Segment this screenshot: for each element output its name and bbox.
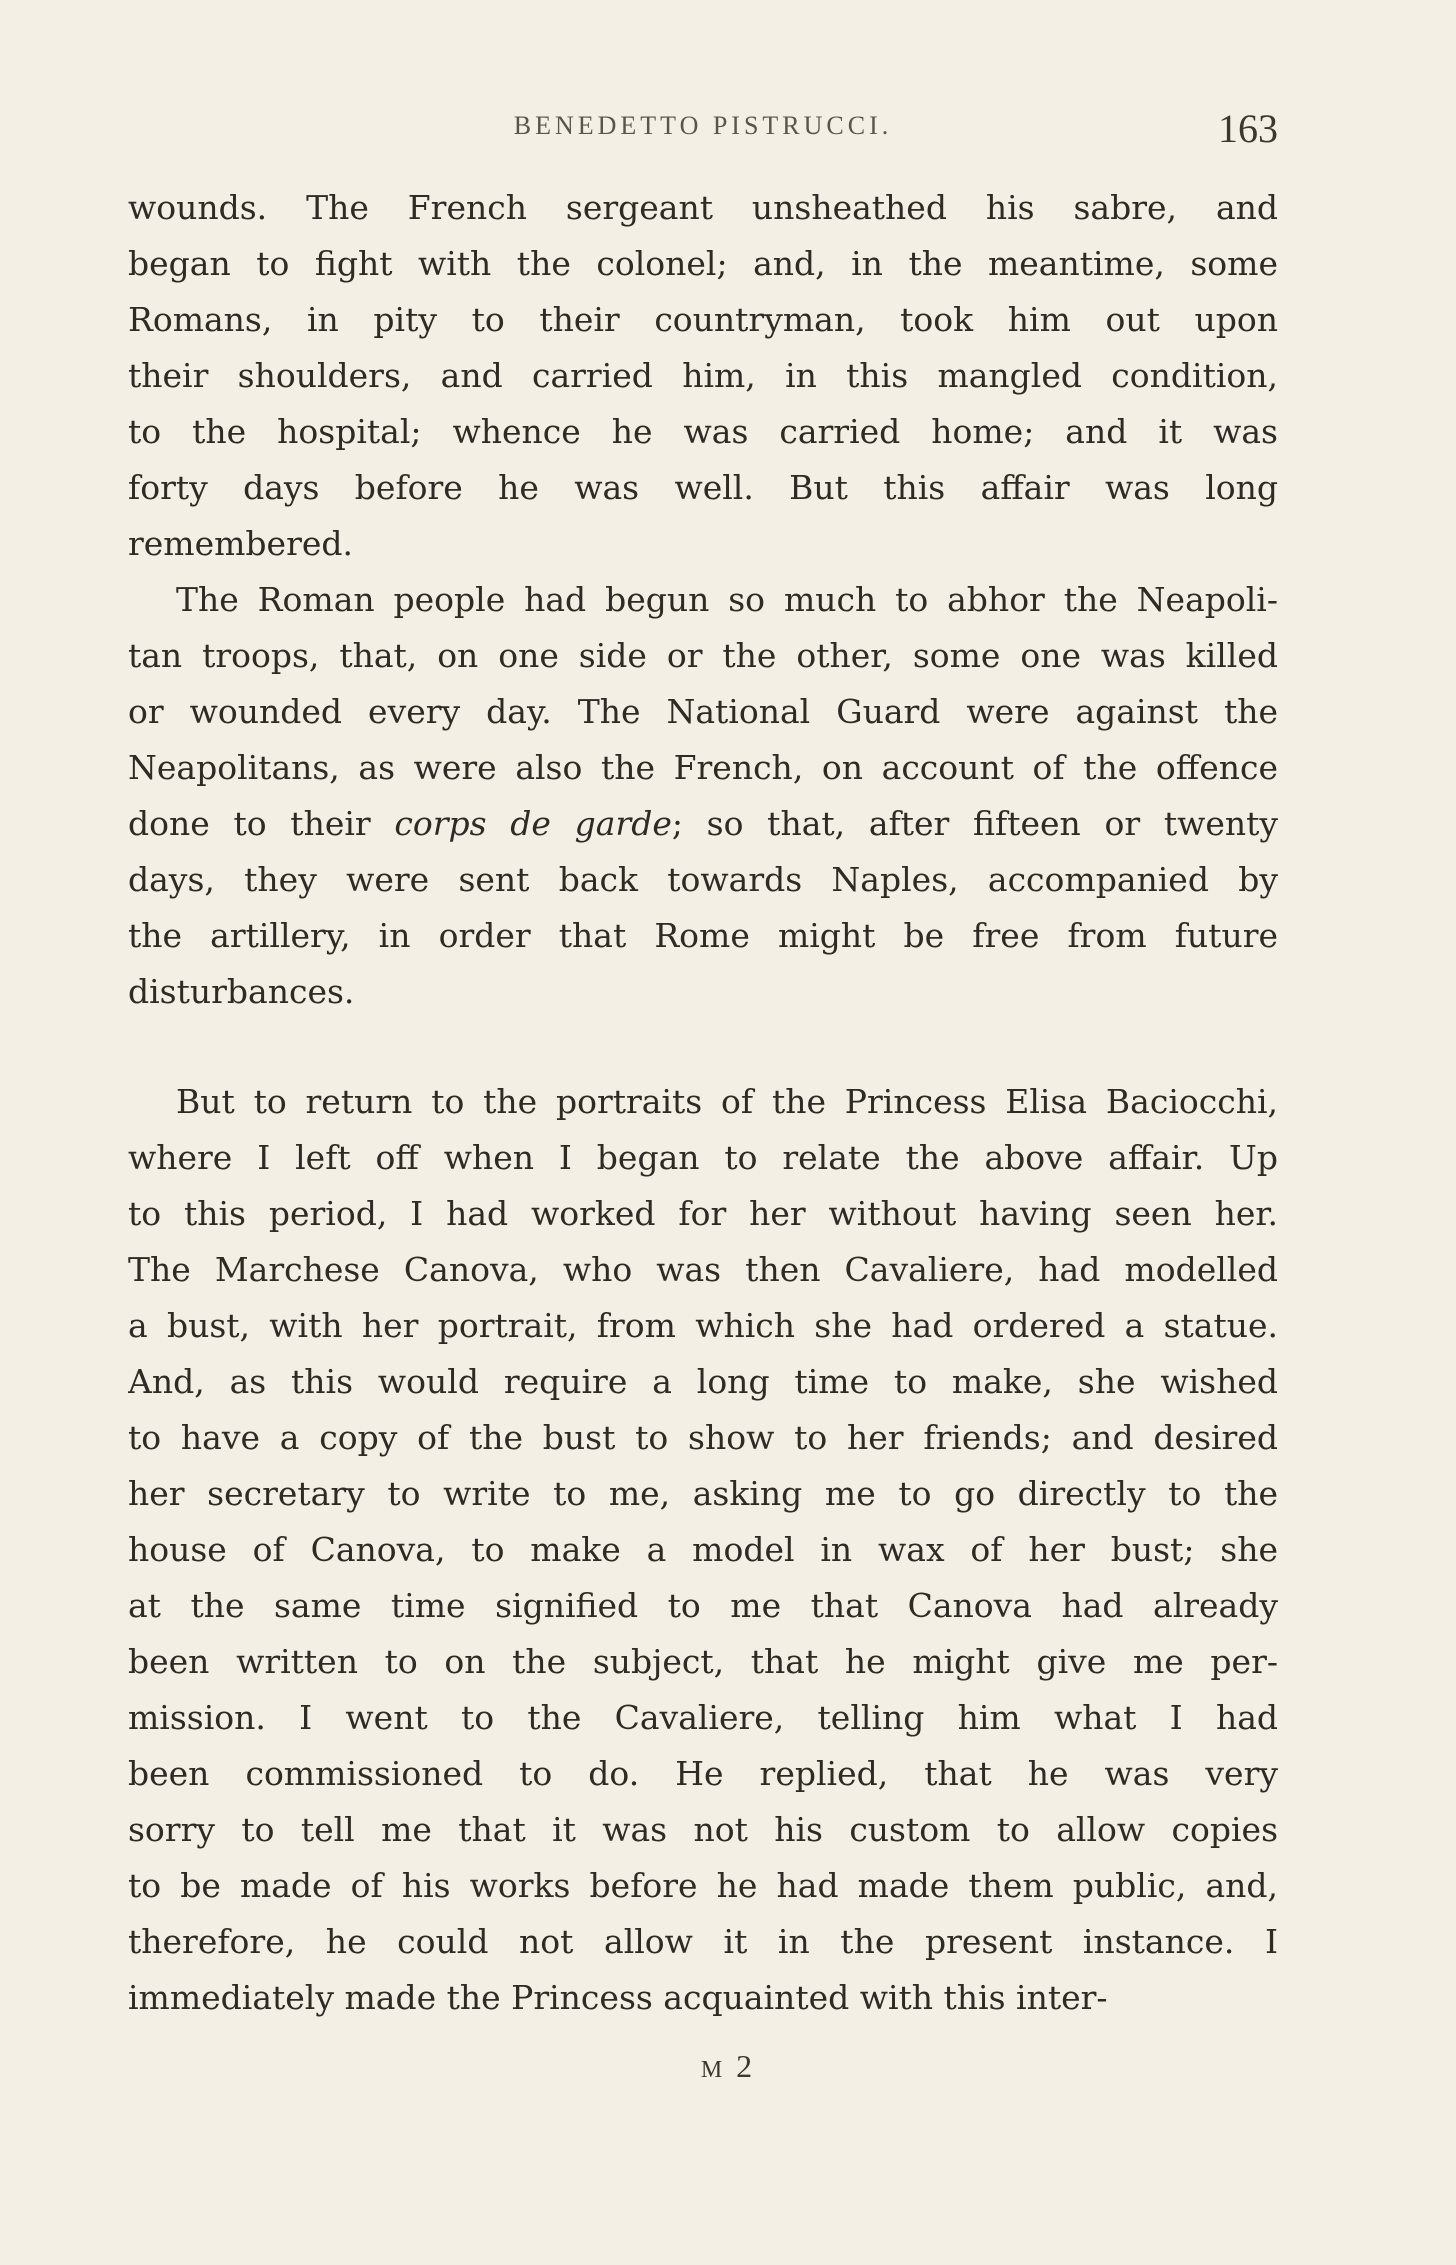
text-line: began to fight with the colonel; and, in the meantime, some (128, 244, 1278, 283)
paragraph (128, 572, 1278, 1020)
text-line: their shoulders, and carried him, in this mangled condition, (128, 356, 1278, 395)
text-line: done to their corps de garde; so that, after fifteen or twenty (128, 804, 1278, 843)
text-line: house of Canova, to make a model in wax of her bust; she (128, 1530, 1278, 1569)
text-line: The Roman people had begun so much to abhor the Neapoli- (176, 580, 1278, 619)
text-line: been written to on the subject, that he might give me per- (128, 1642, 1278, 1681)
text-line: Neapolitans, as were also the French, on account of the offence (128, 748, 1278, 787)
text-line: tan troops, that, on one side or the other, some one was killed (128, 636, 1278, 675)
text-line: to have a copy of the bust to show to her friends; and desired (128, 1418, 1278, 1457)
signature-number: 2 (736, 2048, 756, 2084)
text-line: days, they were sent back towards Naples, accompanied by (128, 860, 1278, 899)
text-line: wounds. The French sergeant unsheathed his sabre, and (128, 188, 1278, 227)
text-line: remembered. (128, 524, 353, 563)
paragraph (128, 1074, 1278, 2026)
text-line: forty days before he was well. But this affair was long (128, 468, 1278, 507)
text-line: been commissioned to do. He replied, that he was very (128, 1754, 1278, 1793)
text-line: at the same time signified to me that Canova had already (128, 1586, 1278, 1625)
text-line: where I left off when I began to relate the above affair. Up (128, 1138, 1278, 1177)
section-gap (128, 1020, 1278, 1074)
text-line: to be made of his works before he had made them public, and, (128, 1866, 1278, 1905)
italic-phrase: corps de garde (394, 804, 672, 843)
text-line: to the hospital; whence he was carried home; and it was (128, 412, 1278, 451)
page-number: 163 (1218, 106, 1278, 151)
text-line: And, as this would require a long time to make, she wished (128, 1362, 1278, 1401)
text-line: mission. I went to the Cavaliere, telling him what I had (128, 1698, 1278, 1737)
text-line: sorry to tell me that it was not his custom to allow copies (128, 1810, 1278, 1849)
text-line: The Marchese Canova, who was then Cavaliere, had modelled (128, 1250, 1278, 1289)
running-head: BENEDETTO PISTRUCCI. (513, 111, 893, 140)
text-line: disturbances. (128, 972, 355, 1011)
paragraph (128, 180, 1278, 572)
page-header (128, 105, 1278, 155)
text-line: her secretary to write to me, asking me to go directly to the (128, 1474, 1278, 1513)
text-line: a bust, with her portrait, from which she had ordered a statue. (128, 1306, 1278, 1345)
signature-letter: M (700, 2057, 726, 2083)
text-line: Romans, in pity to their countryman, took him out upon (128, 300, 1278, 339)
body-text (128, 180, 1278, 2026)
text-line: the artillery, in order that Rome might be free from future (128, 916, 1278, 955)
text-line: to this period, I had worked for her without having seen her. (128, 1194, 1278, 1233)
signature-mark (0, 2048, 1456, 2085)
text-line: therefore, he could not allow it in the present instance. I (128, 1922, 1278, 1961)
text-line: or wounded every day. The National Guard were against the (128, 692, 1278, 731)
text-line: immediately made the Princess acquainted with this inter- (128, 1978, 1108, 2017)
text-line: But to return to the portraits of the Princess Elisa Baciocchi, (176, 1082, 1278, 1121)
